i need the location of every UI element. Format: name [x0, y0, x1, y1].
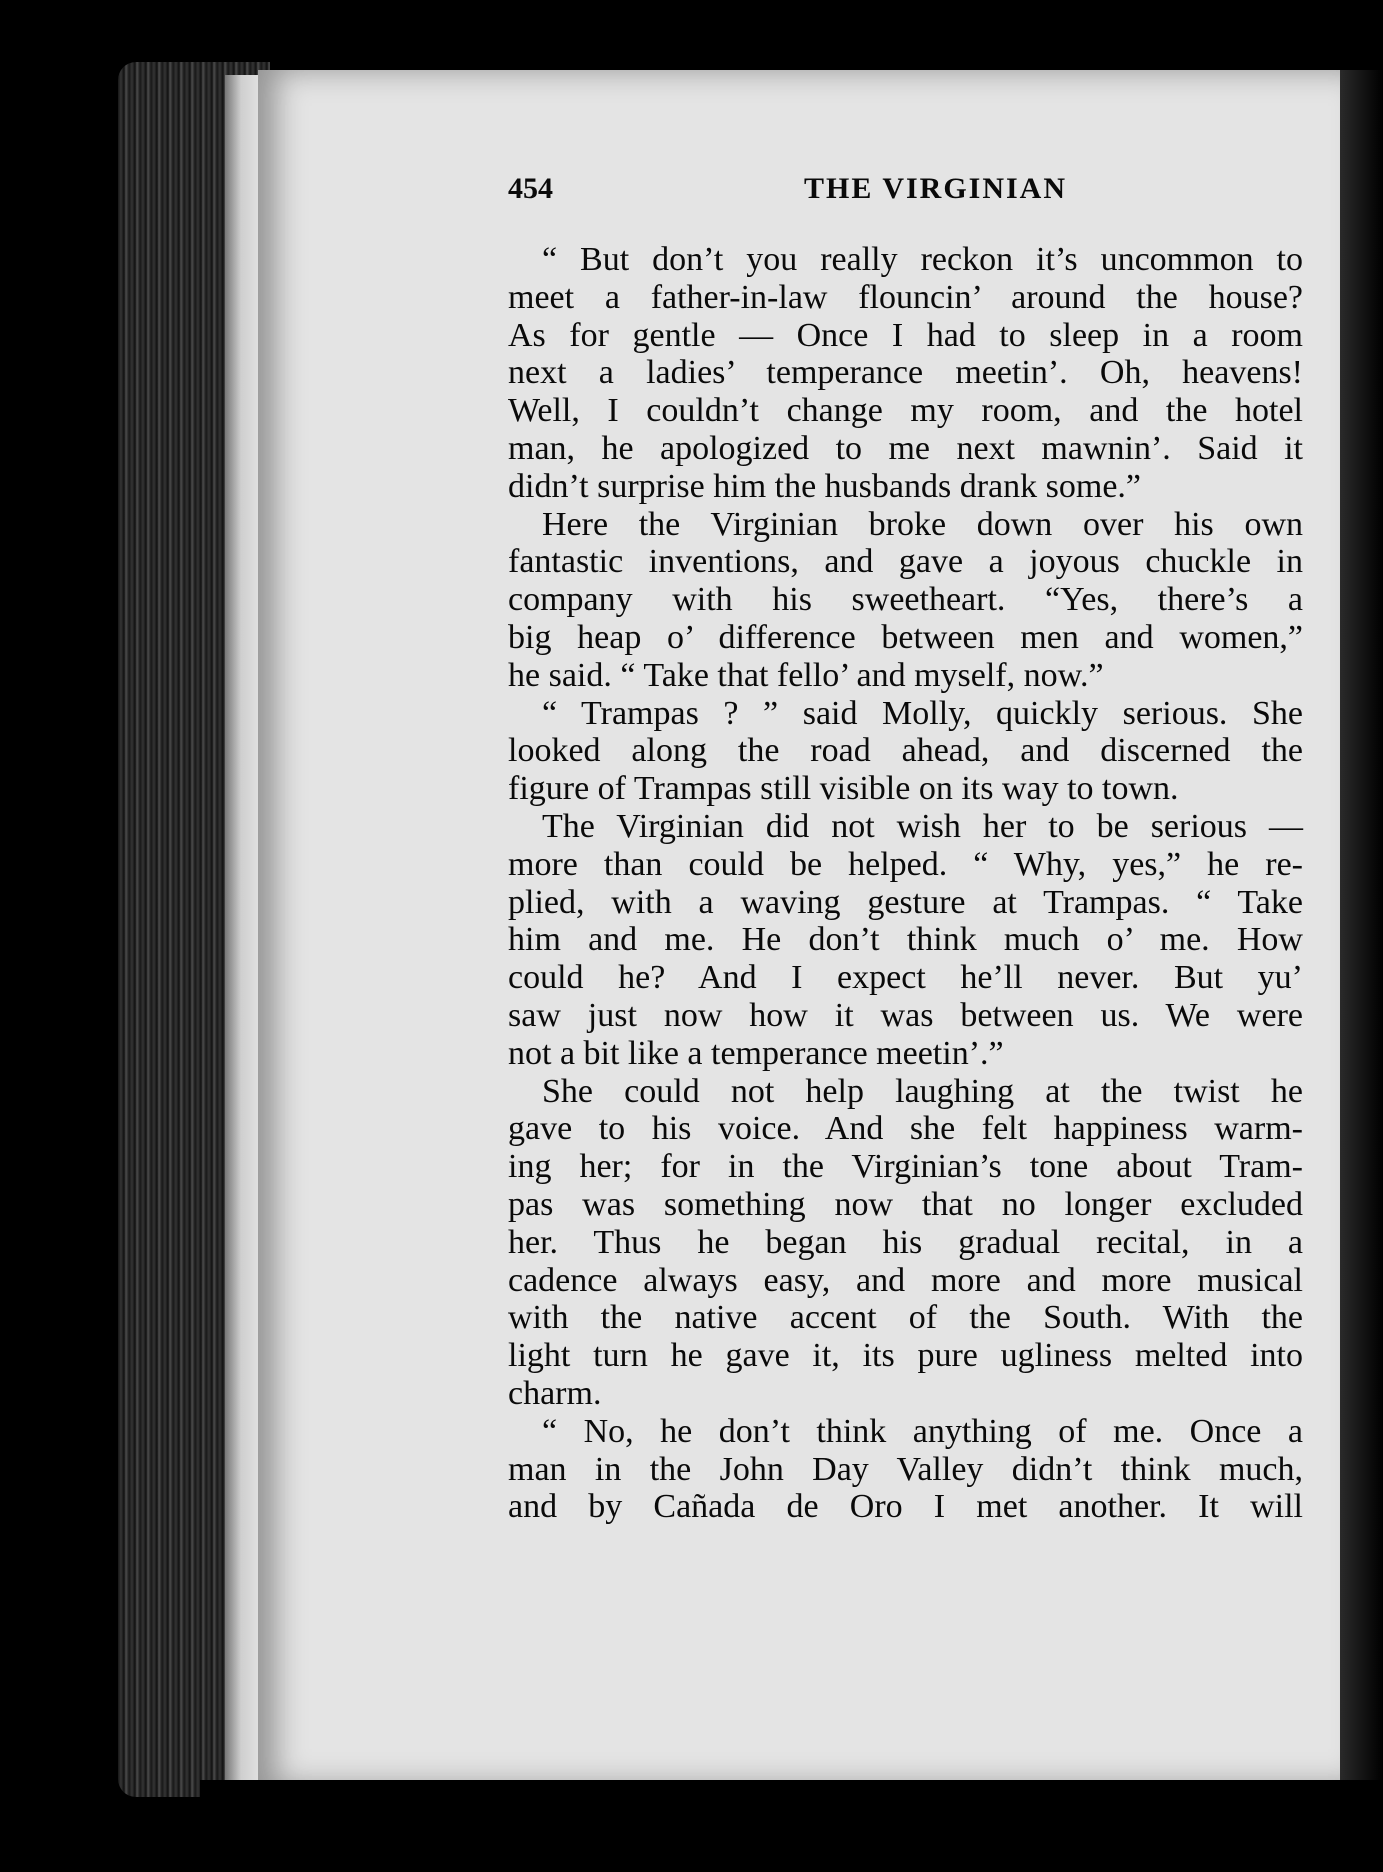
text-line: didn’t surprise him the husbands drank some.”: [508, 467, 1142, 505]
text-line: plied, with a waving gesture at Trampas. “ Take: [508, 883, 1303, 921]
text-line: saw just now how it was between us. We were: [508, 996, 1303, 1034]
text-line: light turn he gave it, its pure ugliness melted into: [508, 1337, 1303, 1375]
text-line: “ Trampas ? ” said Molly, quickly serious. She: [542, 694, 1303, 732]
text-line: big heap o’ difference between men and women,”: [508, 618, 1303, 656]
text-line: company with his sweetheart. “Yes, there’s a: [508, 581, 1303, 619]
text-line: not a bit like a temperance meetin’.”: [508, 1034, 1004, 1072]
text-line: fantastic inventions, and gave a joyous chuckle in: [508, 543, 1303, 581]
text-line: Well, I couldn’t change my room, and the hotel: [508, 392, 1303, 430]
text-line: he said. “ Take that fello’ and myself, now.”: [508, 656, 1104, 694]
text-line: “ No, he don’t think anything of me. Once a: [542, 1412, 1303, 1450]
text-line: ing her; for in the Virginian’s tone about Tram-: [508, 1148, 1303, 1186]
text-line: man in the John Day Valley didn’t think much,: [508, 1450, 1303, 1488]
text-line: pas was something now that no longer excluded: [508, 1185, 1303, 1223]
text-line: charm.: [508, 1374, 602, 1412]
text-line: her. Thus he began his gradual recital, in a: [508, 1223, 1303, 1261]
body-text: [508, 241, 1303, 1526]
text-line: As for gentle — Once I had to sleep in a room: [508, 316, 1303, 354]
text-line: him and me. He don’t think much o’ me. How: [508, 921, 1303, 959]
text-line: gave to his voice. And she felt happiness warm-: [508, 1110, 1303, 1148]
text-line: The Virginian did not wish her to be serious —: [542, 807, 1303, 845]
text-line: more than could be helped. “ Why, yes,” he re-: [508, 845, 1303, 883]
text-line: She could not help laughing at the twist he: [542, 1072, 1303, 1110]
text-line: next a ladies’ temperance meetin’. Oh, heavens!: [508, 354, 1303, 392]
right-shadow: [1340, 70, 1383, 1790]
text-line: could he? And I expect he’ll never. But yu’: [508, 959, 1303, 997]
text-line: cadence always easy, and more and more musical: [508, 1261, 1303, 1299]
text-line: figure of Trampas still visible on its way to town.: [508, 770, 1179, 808]
text-line: with the native accent of the South. With the: [508, 1299, 1303, 1337]
text-line: Here the Virginian broke down over his own: [542, 505, 1303, 543]
text-line: and by Cañada de Oro I met another. It will: [508, 1488, 1303, 1526]
text-line: looked along the road ahead, and discerned the: [508, 732, 1303, 770]
text-line: man, he apologized to me next mawnin’. Said it: [508, 429, 1303, 467]
running-head: THE VIRGINIAN: [804, 172, 1067, 205]
page-number: 454: [508, 172, 553, 205]
bottom-shadow: [200, 1780, 1383, 1872]
text-line: meet a father-in-law flouncin’ around the house?: [508, 278, 1303, 316]
page-header: [508, 172, 1303, 216]
text-line: “ But don’t you really reckon it’s uncommon to: [542, 241, 1303, 278]
